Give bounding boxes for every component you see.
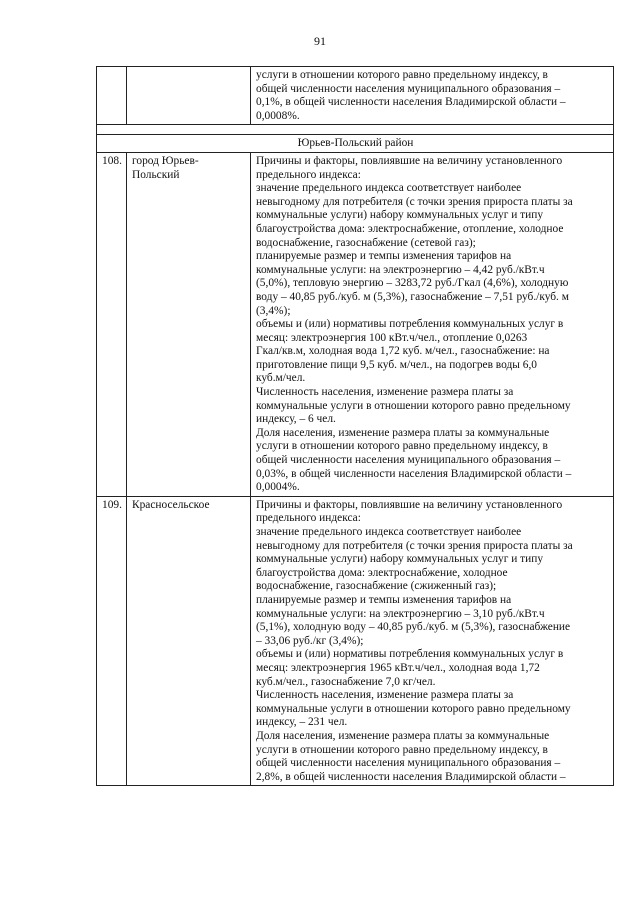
text-line: услуги в отношении которого равно предельному индексу, в [256,743,548,756]
text-line: предельного индекса: [256,512,361,525]
cell-text [251,67,614,125]
text-line: коммунальные услуги: на электроэнергию – 4,42 руб./кВт.ч [256,263,545,276]
text-line: коммунальные услуги) набору коммунальных услуг и типу [256,553,544,566]
text-line: водоснабжение, газоснабжение (сжиженный газ); [256,580,497,593]
text-line: Причины и факторы, повлиявшие на величину установленного [256,154,563,167]
text-line: коммунальные услуги: на электроэнергию – 3,10 руб./кВт.ч [256,607,545,620]
text-line: 0,0008%. [256,109,300,122]
text-line: объемы и (или) нормативы потребления коммунальных услуг в [256,318,564,331]
section-title: Юрьев-Польский район [97,135,614,153]
text-line: 0,1%, в общей численности населения Владимирской области – [256,96,566,109]
text-line: общей численности населения муниципального образования – [256,757,561,770]
text-line: 2,8%, в общей численности населения Владимирской области – [256,770,566,783]
table-row-spacer [97,125,614,135]
cell-number-empty [97,67,127,125]
text-line: куб.м/чел. [256,372,306,385]
text-line: Доля населения, изменение размера платы за коммунальные [256,729,550,742]
text-line: Гкал/кв.м, холодная вода 1,72 куб. м/чел., газоснабжение: на [256,345,550,358]
text-line: услуги в отношении которого равно предельному индексу, в [256,440,548,453]
row-number: 109. [97,496,127,785]
municipality-name [127,152,251,496]
text-line: (5,1%), холодную воду – 40,85 руб./куб. м (5,3%), газоснабжение [256,621,571,634]
text-line: водоснабжение, газоснабжение (сетевой газ); [256,236,476,249]
text-line: благоустройства дома: электроснабжение, холодное [256,566,508,579]
text-line: Причины и факторы, повлиявшие на величину установленного [256,498,563,511]
text-line: планируемые размер и темпы изменения тарифов на [256,593,512,606]
name-line: город Юрьев- [132,154,199,167]
text-line: коммунальные услуги в отношении которого равно предельному [256,399,571,412]
text-line: общей численности населения муниципального образования – [256,454,561,467]
name-line: Красносельское [132,498,210,511]
cell-name-empty [127,67,251,125]
text-line: индексу, – 6 чел. [256,413,336,426]
table-row-continuation [97,67,614,125]
text-line: – 33,06 руб./кг (3,4%); [256,634,364,647]
text-line: коммунальные услуги в отношении которого равно предельному [256,702,571,715]
text-line: Численность населения, изменение размера платы за [256,386,514,399]
cell-text [251,152,614,496]
table-row-108 [97,152,614,496]
text-line: невыгодному для потребителя (с точки зрения прироста платы за [256,195,573,208]
text-line: месяц: электроэнергия 1965 кВт.ч/чел., холодная вода 1,72 [256,661,540,674]
text-line: объемы и (или) нормативы потребления коммунальных услуг в [256,648,564,661]
text-line: месяц: электроэнергия 100 кВт.ч/чел., отопление 0,0263 [256,331,528,344]
name-line: Польский [132,168,180,181]
text-line: значение предельного индекса соответствует наиболее [256,182,522,195]
text-line: (5,0%), тепловую энергию – 3283,72 руб./Гкал (4,6%), холодную [256,277,569,290]
cell-text [251,496,614,785]
text-line: благоустройства дома: электроснабжение, отопление, холодное [256,222,564,235]
text-line: Численность населения, изменение размера платы за [256,689,514,702]
municipality-name [127,496,251,785]
text-line: куб.м/чел., газоснабжение 7,0 кг/чел. [256,675,436,688]
table-row-109 [97,496,614,785]
row-number: 108. [97,152,127,496]
section-separator [97,125,614,135]
text-line: 0,0004%. [256,481,300,494]
text-line: невыгодному для потребителя (с точки зрения прироста платы за [256,539,573,552]
text-line: (3,4%); [256,304,291,317]
text-line: индексу, – 231 чел. [256,716,348,729]
text-line: приготовление пищи 9,5 куб. м/чел., на подогрев воды 6,0 [256,358,537,371]
text-line: Доля населения, изменение размера платы за коммунальные [256,426,550,439]
text-line: предельного индекса: [256,168,361,181]
text-line: услуги в отношении которого равно предельному индексу, в [256,69,548,81]
text-line: коммунальные услуги) набору коммунальных услуг и типу [256,209,544,222]
text-line: общей численности населения муниципального образования – [256,82,561,95]
text-line: значение предельного индекса соответствует наиболее [256,526,522,538]
page-number: 91 [314,34,326,48]
table-row-section [97,135,614,153]
text-line: планируемые размер и темпы изменения тарифов на [256,250,512,263]
tariff-table [96,66,614,786]
text-line: 0,03%, в общей численности населения Владимирской области – [256,467,572,480]
text-line: воду – 40,85 руб./куб. м (5,3%), газоснабжение – 7,51 руб./куб. м [256,290,569,303]
